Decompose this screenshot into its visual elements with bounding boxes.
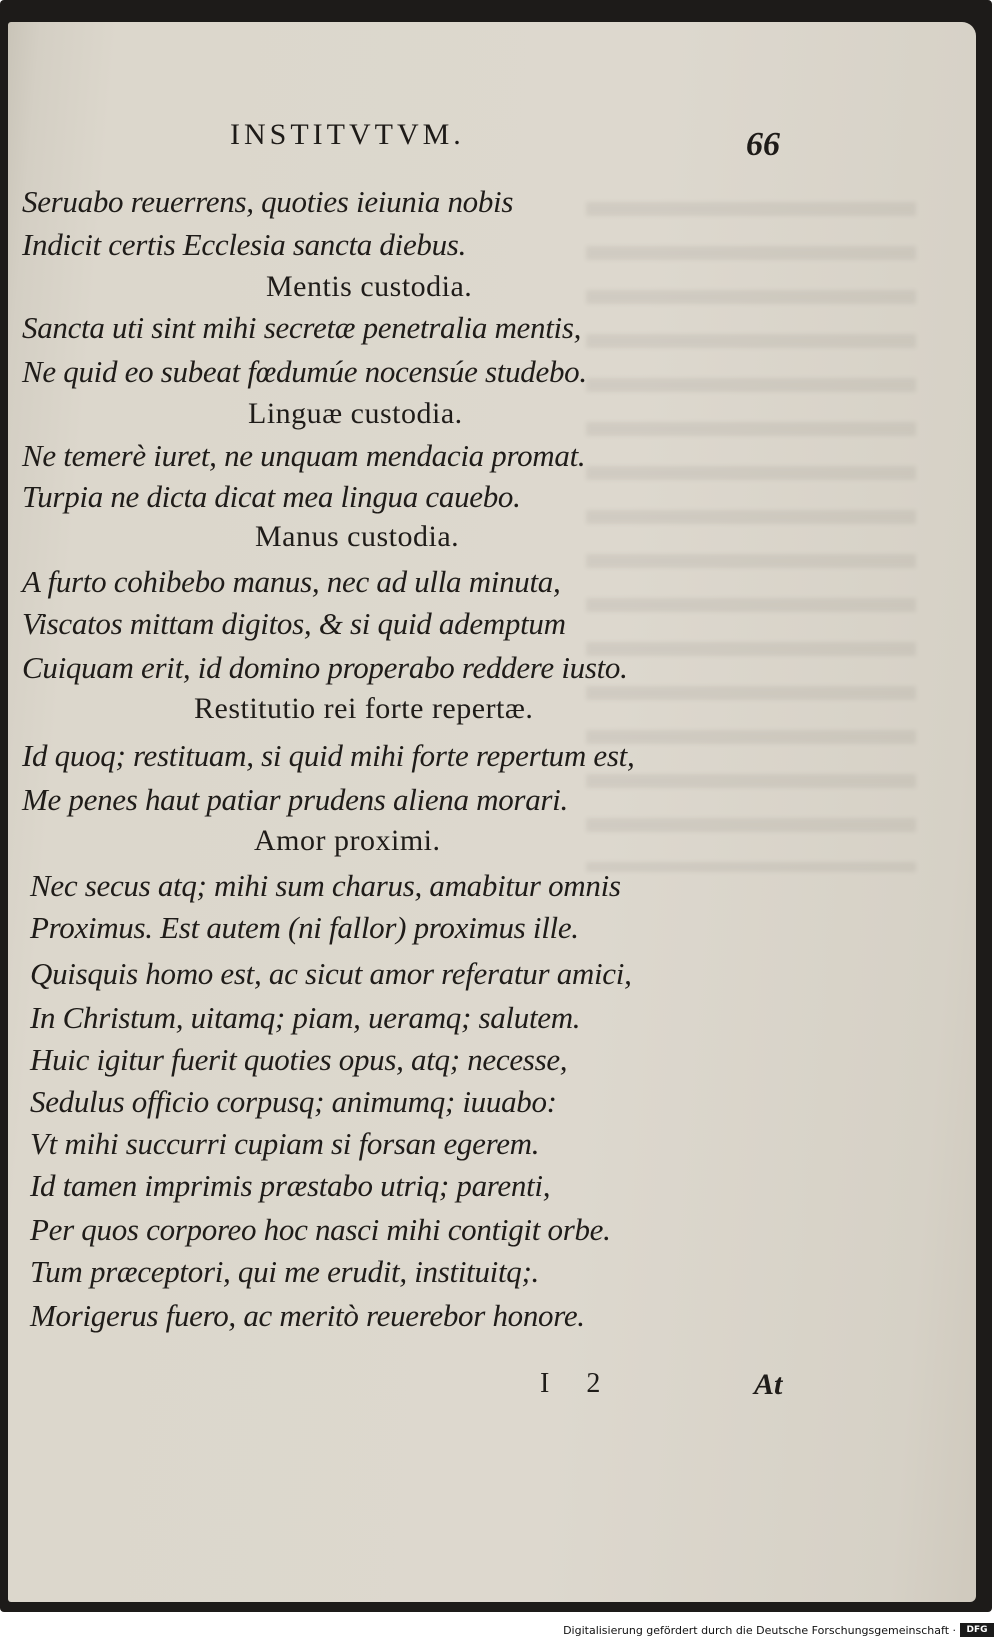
verse-line: A furto cohibebo manus, nec ad ulla minuta,	[22, 564, 561, 599]
verse-line: Id quoq; restituam, si quid mihi forte repertum est,	[22, 738, 635, 773]
section-heading: Mentis custodia.	[266, 270, 473, 303]
verse-line: Viscatos mittam digitos, & si quid ademptum	[22, 606, 566, 641]
running-head: INSTITVTVM.	[230, 118, 465, 151]
verse-line: Seruabo reuerrens, quoties ieiunia nobis	[22, 184, 514, 219]
verse-line: Proximus. Est autem (ni fallor) proximus ille.	[30, 910, 579, 945]
verse-line: In Christum, uitamq; piam, ueramq; salutem.	[30, 1000, 581, 1035]
verse-line: Cuiquam erit, id domino properabo reddere iusto.	[22, 650, 628, 685]
signature-mark: I 2	[540, 1368, 601, 1399]
verse-line: Nec secus atq; mihi sum charus, amabitur omnis	[30, 868, 621, 903]
verse-line: Id tamen imprimis præstabo utriq; parenti,	[30, 1168, 551, 1203]
verse-line: Turpia ne dicta dicat mea lingua cauebo.	[22, 479, 521, 514]
catchword: At	[754, 1368, 783, 1401]
verse-line: Morigerus fuero, ac meritò reuerebor honore.	[30, 1298, 585, 1333]
verse-line: Indicit certis Ecclesia sancta diebus.	[22, 227, 467, 262]
verse-line: Ne quid eo subeat fœdumúe nocensúe studebo.	[22, 354, 587, 389]
verse-line: Ne temerè iuret, ne unquam mendacia promat.	[22, 438, 586, 473]
dfg-logo: DFG	[960, 1623, 994, 1637]
verse-line: Me penes haut patiar prudens aliena morari.	[22, 782, 568, 817]
section-heading: Manus custodia.	[255, 520, 460, 553]
verse-line: Per quos corporeo hoc nasci mihi contigit orbe.	[30, 1212, 611, 1247]
verse-line: Sancta uti sint mihi secretæ penetralia mentis,	[22, 310, 582, 345]
text-block	[8, 22, 976, 1602]
page-number: 66	[746, 126, 780, 163]
digitization-credit: Digitalisierung gefördert durch die Deutsche Forschungsgemeinschaft ·	[563, 1624, 956, 1637]
verse-line: Sedulus officio corpusq; animumq; iuuabo:	[30, 1084, 557, 1119]
verse-line: Tum præceptori, qui me erudit, instituitq;.	[30, 1254, 539, 1289]
verse-line: Quisquis homo est, ac sicut amor referatur amici,	[30, 956, 632, 991]
book-page	[8, 22, 976, 1602]
section-heading: Amor proximi.	[254, 824, 441, 857]
verse-line: Vt mihi succurri cupiam si forsan egerem.	[30, 1126, 540, 1161]
verse-line: Huic igitur fuerit quoties opus, atq; necesse,	[30, 1042, 568, 1077]
section-heading: Restitutio rei forte repertæ.	[194, 692, 534, 725]
section-heading: Linguæ custodia.	[248, 397, 463, 430]
